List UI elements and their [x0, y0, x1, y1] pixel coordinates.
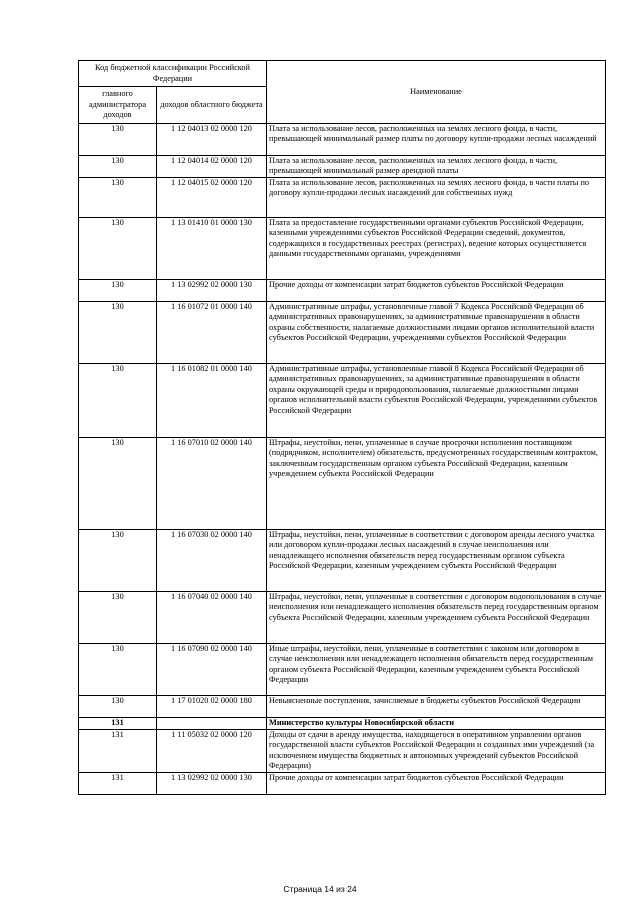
name-cell: Плата за использование лесов, расположенных на землях лесного фонда, в части, превышающей минимальный размер платы по договору купли-продажи лесных насаждений: [267, 124, 606, 156]
admin-code-cell: 130: [79, 280, 157, 302]
admin-code-cell: 130: [79, 364, 157, 438]
table-row: [79, 178, 606, 218]
name-cell: Штрафы, неустойки, пени, уплаченные в случае просрочки исполнения поставщиком (подрядчиком, исполнителем) обязательств, предусмотренных государственным контрактом, заключенным государственным органом субъекта Российской Федерации, казенным учреждением субъекта Российской Федерации: [267, 438, 606, 530]
name-cell: Прочие доходы от компенсации затрат бюджетов субъектов Российской Федерации: [267, 772, 606, 794]
revenue-code-cell: 1 13 01410 01 0000 130: [157, 218, 267, 280]
name-cell: Прочие доходы от компенсации затрат бюджетов субъектов Российской Федерации: [267, 280, 606, 302]
name-cell: Доходы от сдачи в аренду имущества, находящегося в оперативном управлении органов государственной власти субъектов Российской Федерации и созданных ими учреждений (за исключением имущества бюджетных и автономных учреждений субъектов Российской Федерации): [267, 730, 606, 773]
name-cell: Плата за использование лесов, расположенных на землях лесного фонда, в части платы по договору купли-продажи лесных насаждений для собственных нужд: [267, 178, 606, 218]
name-cell: Административные штрафы, установленные главой 7 Кодекса Российской Федерации об административных правонарушениях, за административные правонарушения в области охраны собственности, налагаемые должностными лицами органов исполнительной власти субъектов Российской Федерации, учреждениями субъектов Российской Федерации: [267, 302, 606, 364]
admin-code-cell: 130: [79, 124, 157, 156]
revenue-code-cell: [157, 718, 267, 730]
revenue-code-cell: 1 16 07090 02 0000 140: [157, 644, 267, 696]
table-row: [79, 772, 606, 794]
header-admin-code: главного администратора доходов: [79, 87, 157, 124]
admin-code-cell: 130: [79, 156, 157, 178]
name-cell: Административные штрафы, установленные главой 8 Кодекса Российской Федерации об административных правонарушениях, за административные правонарушения в области охраны окружающей среды и природопользования, налагаемые должностными лицами органов исполнительной власти субъектов Российской Федерации, учреждениями субъектов Российской Федерации: [267, 364, 606, 438]
admin-code-cell: 130: [79, 218, 157, 280]
revenue-code-cell: 1 16 07030 02 0000 140: [157, 530, 267, 592]
table-row: [79, 438, 606, 530]
revenue-code-cell: 1 12 04014 02 0000 120: [157, 156, 267, 178]
header-name: Наименование: [267, 61, 606, 124]
revenue-code-cell: 1 16 07010 02 0000 140: [157, 438, 267, 530]
admin-code-cell: 130: [79, 696, 157, 718]
admin-code-cell: 131: [79, 730, 157, 773]
name-cell: Министерство культуры Новосибирской области: [267, 718, 606, 730]
admin-code-cell: 130: [79, 302, 157, 364]
admin-code-cell: 130: [79, 438, 157, 530]
name-cell: Иные штрафы, неустойки, пени, уплаченные в соответствии с законом или договором в случае неисполнения или ненадлежащего исполнения обязательств перед государственным органом субъекта Российской Федерации, казенным учреждением субъекта Российской Федерации: [267, 644, 606, 696]
header-classification-code: Код бюджетной классификации Российской Федерации: [79, 61, 267, 87]
header-revenue-code: доходов областного бюджета: [157, 87, 267, 124]
admin-code-cell: 131: [79, 772, 157, 794]
name-cell: Штрафы, неустойки, пени, уплаченные в соответствии с договором водопользования в случае неисполнения или ненадлежащего исполнения обязательств перед государственным органом субъекта Российской Федерации, казенным учреждением субъекта Российской Федерации: [267, 592, 606, 644]
table-row: [79, 302, 606, 364]
table-row: [79, 530, 606, 592]
revenue-code-cell: 1 13 02992 02 0000 130: [157, 280, 267, 302]
revenue-code-cell: 1 16 07040 02 0000 140: [157, 592, 267, 644]
table-row: [79, 156, 606, 178]
name-cell: Плата за предоставление государственными органами субъектов Российской Федерации, казенными учреждениями субъектов Российской Федерации сведений, документов, содержащихся в государственных реестрах (регистрах), ведение которых осуществляется данными государственными органами, учреждениями: [267, 218, 606, 280]
table-row: [79, 644, 606, 696]
table-body: [79, 124, 606, 795]
revenue-code-cell: 1 16 01072 01 0000 140: [157, 302, 267, 364]
revenue-code-cell: 1 12 04015 02 0000 120: [157, 178, 267, 218]
table-row: [79, 364, 606, 438]
page-number: Страница 14 из 24: [283, 884, 357, 894]
admin-code-cell: 130: [79, 644, 157, 696]
table-row: [79, 730, 606, 773]
revenue-code-cell: 1 13 02992 02 0000 130: [157, 772, 267, 794]
revenue-code-cell: 1 12 04013 02 0000 120: [157, 124, 267, 156]
admin-code-cell: 130: [79, 592, 157, 644]
table-row: [79, 718, 606, 730]
table-row: [79, 696, 606, 718]
revenue-code-cell: 1 17 01020 02 0000 180: [157, 696, 267, 718]
table-row: [79, 124, 606, 156]
revenue-code-cell: 1 16 01082 01 0000 140: [157, 364, 267, 438]
table-row: [79, 592, 606, 644]
table-row: [79, 218, 606, 280]
name-cell: Штрафы, неустойки, пени, уплаченные в соответствии с договором аренды лесного участка или договором купли-продажи лесных насаждений в случае неисполнения или ненадлежащего исполнения обязательств перед государственным органом субъекта Российской Федерации, казенным учреждением субъекта Российской Федерации: [267, 530, 606, 592]
revenue-code-cell: 1 11 05032 02 0000 120: [157, 730, 267, 773]
name-cell: Плата за использование лесов, расположенных на землях лесного фонда, в части, превышающей минимальный размер арендной платы: [267, 156, 606, 178]
name-cell: Невыясненные поступления, зачисляемые в бюджеты субъектов Российской Федерации: [267, 696, 606, 718]
table-row: [79, 280, 606, 302]
admin-code-cell: 131: [79, 718, 157, 730]
admin-code-cell: 130: [79, 178, 157, 218]
budget-classification-table: [78, 60, 606, 795]
admin-code-cell: 130: [79, 530, 157, 592]
